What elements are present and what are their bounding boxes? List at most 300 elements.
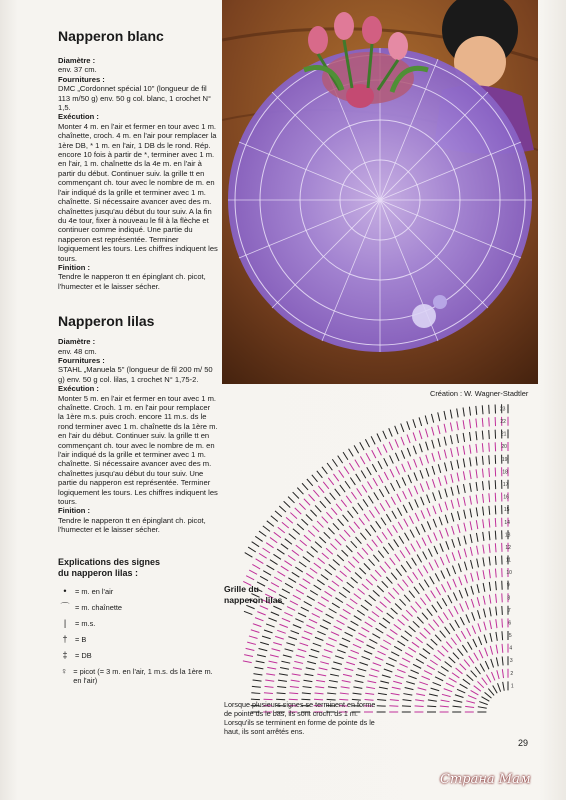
stitch-symbol (464, 510, 466, 519)
legend-text: = m. en l'air (75, 586, 114, 596)
stitch-symbol (457, 434, 459, 443)
stitch-symbol (379, 687, 388, 689)
stitch-symbol (441, 666, 448, 671)
stitch-symbol (447, 581, 451, 589)
stitch-symbol (306, 668, 315, 670)
stitch-symbol (432, 479, 435, 488)
stitch-symbol (292, 674, 301, 676)
stitch-symbol (470, 496, 472, 505)
stitch-symbol (317, 580, 324, 585)
stitch-symbol (282, 522, 289, 528)
stitch-symbol (315, 687, 324, 688)
stitch-symbol (406, 610, 412, 616)
stitch-symbol (296, 655, 305, 657)
stitch-symbol (438, 464, 440, 473)
stitch-symbol (413, 446, 416, 454)
stitch-symbol (384, 597, 391, 603)
stitch-symbol (379, 489, 384, 497)
stitch-symbol (435, 573, 439, 581)
stitch-symbol (485, 692, 492, 698)
stitch-symbol (382, 581, 388, 587)
stitch-symbol (299, 562, 306, 567)
stitch-symbol (482, 431, 483, 440)
stitch-symbol (384, 669, 393, 672)
stitch-symbol (388, 657, 396, 661)
stitch-symbol (489, 519, 490, 528)
stitch-symbol (405, 631, 412, 637)
stitch-symbol (318, 486, 324, 493)
stitch-symbol (401, 565, 406, 572)
stitch-symbol (277, 693, 286, 694)
stitch-symbol (365, 622, 373, 627)
stitch-symbol (288, 497, 294, 503)
stitch-symbol (470, 457, 471, 466)
stitch-symbol (365, 693, 374, 694)
stitch-symbol (354, 616, 362, 621)
stitch-symbol (284, 561, 291, 566)
stitch-symbol (356, 474, 361, 482)
stitch-symbol (397, 494, 401, 502)
stitch-symbol (395, 453, 399, 461)
stitch-symbol (446, 528, 449, 537)
stitch-symbol (390, 629, 397, 634)
stitch-symbol (346, 496, 351, 503)
stitch-symbol (495, 543, 496, 552)
stitch-symbol (278, 527, 285, 533)
round-number: 17 (502, 481, 509, 488)
stitch-symbol (343, 587, 350, 592)
stitch-symbol (417, 555, 422, 563)
stitch-symbol (361, 627, 369, 632)
finition-text: Tendre le napperon tt en épinglant ch. picot, l'humecter et le laisser sécher. (58, 515, 206, 535)
stitch-symbol (396, 569, 402, 576)
stitch-symbol (441, 571, 445, 579)
stitch-symbol (420, 483, 423, 491)
execution-text: Monter 5 m. en l'air et fermer en tour avec 1 m. chaînette. Croch. 1 m. en l'air pour remplacer la 1ère m.s. puis croch. encore 11 m.s. ds le rond terminer avec 1 m. chaînette ds la 1ère m. en l'air du début. Continuer suiv. la grille tt en commençant ch. tour avec le nombre de m. en l'air indiqué ds la grille et terminer avec 1 m. chaînette. Si nécessaire avancer avec des m. chaînettes jusqu'au début du tour suiv. Une partie du napperon est représentée. Terminer logiquement les tours. Les chiffres indiquent les tours. (58, 393, 218, 507)
stitch-symbol (273, 606, 281, 610)
stitch-symbol (442, 584, 446, 592)
stitch-symbol (377, 536, 382, 543)
stitch-symbol (471, 690, 479, 695)
stitch-symbol (364, 563, 370, 569)
stitch-symbol (247, 642, 256, 644)
stitch-symbol (446, 683, 454, 687)
stitch-symbol (267, 521, 274, 527)
stitch-symbol (405, 688, 414, 690)
stitch-symbol (460, 617, 464, 625)
stitch-symbol (389, 428, 392, 436)
legend-item (58, 603, 218, 612)
legend-title (58, 557, 218, 579)
stitch-symbol (248, 547, 256, 552)
stitch-symbol (407, 435, 410, 443)
stitch-symbol (395, 675, 404, 678)
round-number: 4 (509, 645, 513, 652)
stitch-symbol (330, 674, 339, 676)
stitch-symbol (482, 481, 483, 490)
stitch-symbol (253, 680, 262, 681)
stitch-symbol (310, 510, 316, 516)
stitch-symbol (244, 655, 253, 657)
stitch-symbol (303, 557, 310, 562)
stitch-symbol (362, 485, 367, 493)
stitch-symbol (412, 642, 419, 647)
stitch-symbol (413, 432, 416, 441)
stitch-symbol (348, 561, 355, 567)
stitch-symbol (366, 453, 370, 461)
stitch-symbol (421, 497, 424, 505)
stitch-symbol (426, 468, 429, 477)
stitch-symbol (382, 532, 387, 539)
stitch-symbol (481, 697, 489, 702)
stitch-symbol (414, 472, 417, 480)
stitch-symbol (427, 706, 436, 707)
stitch-symbol (333, 523, 339, 530)
stitch-symbol (403, 491, 407, 499)
stitch-symbol (425, 416, 427, 425)
stitch-symbol (281, 544, 288, 549)
stitch-symbol (347, 582, 354, 588)
stitch-symbol (465, 575, 468, 584)
stitch-symbol (420, 470, 423, 478)
stitch-symbol (344, 566, 351, 572)
stitch-symbol (436, 587, 441, 595)
stitch-symbol (349, 449, 354, 457)
stitch-symbol (427, 521, 431, 529)
stitch-symbol (256, 559, 264, 564)
stitch-symbol (337, 620, 345, 624)
stitch-symbol (465, 706, 474, 707)
stitch-symbol (259, 531, 266, 536)
stitch-symbol (464, 562, 467, 571)
stitch-symbol (329, 680, 338, 682)
stitch-symbol (476, 507, 477, 516)
stitch-symbol (360, 456, 365, 464)
stitch-symbol (459, 577, 462, 585)
stitch-symbol (386, 514, 391, 522)
stitch-symbol (264, 693, 273, 694)
stitch-symbol (403, 694, 412, 696)
stitch-symbol (291, 680, 300, 681)
stitch-symbol (315, 693, 324, 694)
stitch-symbol (442, 694, 451, 696)
stitch-symbol (485, 648, 488, 656)
stitch-symbol (460, 664, 466, 670)
stitch-symbol (357, 552, 363, 559)
stitch-symbol (438, 616, 443, 623)
stitch-symbol (477, 559, 479, 568)
stitch-symbol (249, 570, 257, 574)
stitch-symbol (420, 598, 425, 605)
stitch-symbol (323, 620, 331, 624)
stitch-symbol (463, 408, 464, 417)
stitch-symbol (306, 625, 314, 629)
stitch-symbol (342, 681, 351, 683)
stitch-symbol (354, 594, 361, 599)
stitch-symbol (451, 487, 453, 496)
stitch-symbol (289, 693, 298, 694)
stitch-symbol (260, 576, 268, 580)
stitch-symbol (243, 661, 252, 663)
stitch-symbol (451, 638, 456, 645)
stitch-symbol (416, 659, 424, 664)
stitch-symbol (322, 656, 331, 659)
stitch-symbol (440, 530, 443, 538)
stitch-symbol (375, 657, 383, 660)
stitch-symbol (489, 544, 490, 553)
stitch-symbol (298, 649, 307, 652)
stitch-symbol (369, 510, 374, 517)
stitch-symbol (452, 526, 455, 535)
stitch-symbol (372, 450, 376, 458)
round-number: 2 (510, 670, 514, 677)
stitch-symbol (322, 553, 329, 559)
stitch-symbol (402, 477, 406, 485)
stitch-symbol (451, 513, 453, 522)
legend-item (58, 651, 218, 660)
stitch-symbol (285, 583, 293, 588)
stitch-symbol (480, 664, 485, 672)
round-number: 21 (500, 431, 507, 438)
round-number: 23 (499, 406, 506, 413)
stitch-symbol (496, 645, 498, 654)
stitch-symbol (274, 532, 281, 537)
stitch-symbol (367, 681, 376, 683)
stitch-symbol (394, 646, 402, 651)
stitch-symbol (368, 617, 375, 622)
stitch-symbol (333, 474, 338, 481)
stitch-symbol (359, 518, 364, 525)
stitch-symbol (451, 448, 453, 457)
stitch-symbol (463, 484, 465, 493)
stitch-symbol (457, 485, 459, 494)
stitch-symbol (421, 524, 425, 532)
diametre-label: Diamètre : (58, 56, 96, 65)
stitch-symbol (328, 586, 335, 591)
stitch-symbol (445, 489, 447, 498)
stitch-symbol (303, 687, 312, 688)
stitch-symbol (470, 534, 472, 543)
stitch-symbol (483, 583, 485, 592)
stitch-symbol (319, 668, 328, 670)
stitch-symbol (351, 541, 357, 548)
stitch-symbol (387, 613, 394, 619)
stitch-symbol (290, 513, 297, 519)
stitch-symbol (401, 424, 404, 432)
stitch-symbol (490, 620, 492, 629)
stitch-symbol (307, 552, 314, 558)
round-number: 9 (506, 582, 510, 589)
stitch-symbol (359, 662, 368, 665)
stitch-symbol (423, 649, 430, 654)
stitch-symbol (427, 495, 430, 503)
stitch-symbol (265, 680, 274, 681)
stitch-symbol (391, 693, 400, 694)
stitch-symbol (259, 648, 268, 650)
stitch-symbol (334, 626, 342, 630)
stitch-symbol (419, 682, 428, 685)
stitch-symbol (321, 574, 328, 579)
stitch-symbol (434, 546, 438, 554)
stitch-symbol (458, 550, 461, 559)
stitch-symbol (469, 656, 474, 663)
stitch-symbol (445, 515, 448, 524)
crochet-chart-svg (240, 400, 540, 736)
stitch-symbol (411, 544, 416, 552)
stitch-symbol (355, 681, 364, 683)
stitch-symbol (453, 592, 457, 600)
stitch-symbol (415, 602, 421, 609)
stitch-symbol (502, 669, 503, 678)
stitch-symbol (431, 688, 440, 691)
stitch-symbol (435, 635, 441, 642)
stitch-symbol (415, 499, 419, 507)
stitch-symbol (386, 663, 394, 666)
legend-text: = m. chaînette (75, 602, 123, 612)
stitch-symbol (293, 625, 301, 628)
stitch-symbol (408, 475, 411, 483)
stitch-symbol (440, 631, 446, 638)
stitch-symbol (428, 535, 432, 543)
stitch-symbol (383, 444, 387, 452)
stitch-symbol (453, 579, 456, 587)
stitch-symbol (329, 564, 336, 570)
stitch-symbol (282, 589, 290, 593)
stitch-symbol (288, 578, 296, 583)
stitch-symbol (353, 644, 361, 648)
left-text-column (58, 28, 218, 692)
round-number: 12 (505, 544, 511, 551)
stitch-symbol (302, 693, 311, 694)
stitch-symbol (378, 693, 387, 694)
execution-text: Monter 4 m. en l'air et fermer en tour avec 1 m. chaînette, croch. 4 m. en l'air pour remplacer la 1ère DB, * 1 m. en l'air, 1 DB ds le rond. Rép. encore 10 fois à partir de *, terminer avec 1 m. en l'air, 1 m. chaînette ds la 4e m. en l'air à partir du début. Continuer suiv. la grille tt en commençant ch. tour avec le nombre de m. en l'air indiqué ds la grille et terminer avec 1 m. chaînette. Si nécessaire avancer avec des m. chaînettes jusqu'au début du tour suiv. A la fin du 4e tour, fixer à nouveau le fil à la flèche et continuer comme indiqué. Une partie du napperon est représentée. Terminer logiquement les tours. Les chiffres indiquent les tours. (58, 121, 218, 263)
stitch-symbol (355, 573, 362, 579)
cross-bar-icon: † (62, 633, 68, 644)
stitch-symbol (402, 706, 411, 707)
stitch-symbol (277, 549, 284, 554)
stitch-symbol (298, 613, 306, 617)
stitch-symbol (353, 693, 362, 694)
round-number: 22 (500, 419, 506, 426)
stitch-symbol (461, 631, 466, 639)
stitch-symbol (496, 657, 498, 666)
stitch-symbol (284, 612, 292, 616)
stitch-symbol (340, 615, 348, 620)
stitch-symbol (328, 478, 333, 485)
stitch-symbol (410, 670, 418, 674)
stitch-symbol (468, 642, 473, 650)
stitch-symbol (270, 655, 279, 657)
stitch-symbol (474, 686, 481, 691)
stitch-symbol (296, 590, 304, 595)
stitch-symbol (385, 486, 389, 494)
stitch-symbol (468, 695, 476, 698)
stitch-symbol (435, 677, 443, 681)
stitch-symbol (483, 557, 484, 566)
stitch-symbol (459, 590, 462, 598)
stitch-symbol (350, 599, 357, 604)
stitch-symbol (273, 642, 282, 645)
stitch-symbol (314, 563, 321, 568)
stitch-symbol (275, 636, 284, 639)
stitch-symbol (438, 438, 440, 447)
stitch-symbol (445, 476, 447, 485)
chart-caption (224, 584, 282, 605)
stitch-symbol (304, 535, 311, 541)
stitch-symbol (351, 577, 358, 583)
stitch-symbol (268, 618, 276, 621)
stitch-symbol (380, 566, 386, 573)
stitch-symbol (259, 553, 267, 558)
stitch-symbol (365, 529, 371, 536)
stitch-symbol (433, 682, 441, 685)
stitch-symbol (430, 576, 435, 584)
stitch-symbol (456, 634, 461, 641)
stitch-symbol (285, 539, 292, 545)
round-number: 7 (507, 607, 511, 614)
fournitures-text: STAHL „Manuela 5" (longueur de fil 200 m/ 50 g) env. 50 g col. lilas, 1 crochet N° 1,75-2. (58, 365, 213, 384)
stitch-symbol (411, 606, 417, 613)
page-number: 29 (518, 738, 529, 748)
stitch-symbol (378, 551, 384, 558)
stitch-symbol (429, 624, 435, 631)
stitch-symbol (442, 646, 448, 652)
stitch-symbol (495, 569, 496, 578)
stitch-symbol (495, 556, 496, 565)
stitch-symbol (397, 669, 405, 672)
stitch-symbol (367, 544, 373, 551)
stitch-symbol (251, 693, 260, 694)
stitch-symbol (395, 439, 398, 447)
stitch-symbol (391, 608, 398, 614)
stitch-symbol (358, 589, 365, 595)
doily-photo (222, 0, 538, 384)
stitch-symbol (336, 504, 342, 511)
stitch-symbol (407, 421, 410, 429)
stitch-symbol (279, 674, 288, 675)
finition-text: Tendre le napperon tt en épinglant ch. picot, l'humecter et le laisser sécher. (58, 272, 206, 291)
stitch-symbol (444, 411, 446, 420)
stitch-symbol (429, 562, 433, 570)
stitch-symbol (293, 492, 299, 498)
stitch-symbol (362, 584, 369, 590)
stitch-symbol (281, 566, 289, 571)
stitch-symbol (502, 606, 503, 615)
stitch-symbol (368, 496, 373, 504)
photo-credit: Création : W. Wagner-Stadtler (430, 389, 529, 398)
stitch-symbol (295, 619, 303, 623)
stitch-symbol (498, 683, 501, 691)
stitch-symbol (398, 619, 405, 625)
stitch-symbol (314, 585, 322, 590)
stitch-symbol (380, 646, 388, 650)
stitch-symbol (476, 469, 477, 478)
stitch-symbol (380, 602, 387, 608)
stitch-symbol (457, 689, 465, 693)
stitch-symbol (416, 541, 420, 549)
stitch-symbol (457, 421, 459, 430)
stitch-symbol (325, 569, 332, 575)
stitch-symbol (304, 631, 312, 634)
stitch-symbol (271, 612, 279, 615)
stitch-symbol (260, 642, 269, 644)
stitch-symbol (502, 644, 503, 653)
stitch-symbol (408, 647, 416, 652)
stitch-symbol (452, 552, 455, 560)
stitch-symbol (415, 706, 424, 707)
stitch-symbol (354, 522, 360, 529)
stitch-symbol (338, 519, 344, 526)
